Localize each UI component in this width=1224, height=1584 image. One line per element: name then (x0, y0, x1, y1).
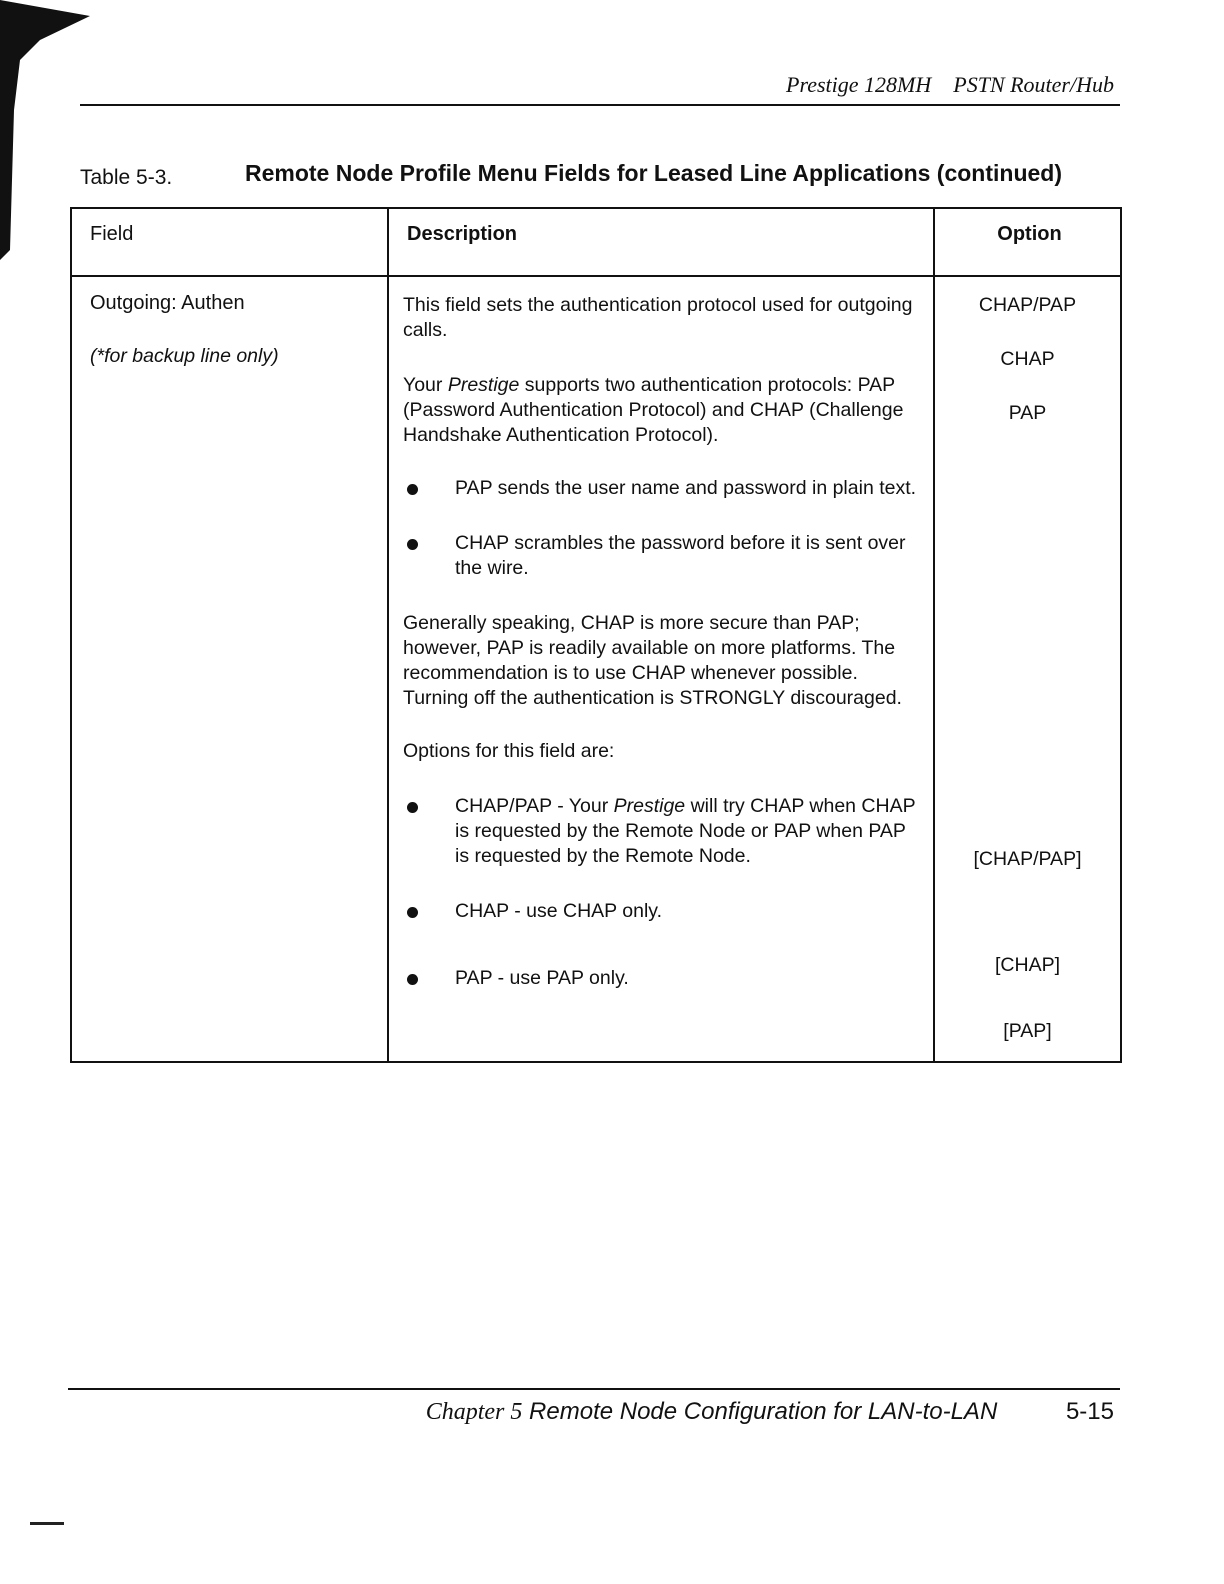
header-product: Prestige 128MH (786, 72, 932, 97)
table-caption (80, 160, 1120, 192)
default-chap-pap: [CHAP/PAP] (973, 848, 1082, 870)
option-chap-pap: CHAP/PAP (978, 294, 1077, 316)
bullet-chap-scramble (403, 531, 921, 581)
default-chap: [CHAP] (994, 954, 1060, 976)
option-bullet-chap (403, 899, 921, 924)
running-header (786, 72, 1114, 98)
desc-protocols-lead: Your (403, 374, 448, 396)
header-field: Field (71, 208, 388, 276)
bullet-dot (407, 974, 418, 985)
bullet-dot (407, 802, 418, 813)
desc-general: Generally speaking, CHAP is more secure than PAP; however, PAP is readily available on more platforms. The recommendation is to use CHAP whenever possible. Turning off the authentication is STRONGLY discouraged. (403, 612, 902, 709)
field-note: (*for backup line only) (90, 345, 279, 367)
footer-rule (68, 1388, 1120, 1390)
option-chap: CHAP (1000, 348, 1055, 370)
bullet-dot (407, 484, 418, 495)
bullet-text: CHAP scrambles the password before it is sent over the wire. (455, 532, 906, 579)
footer-chapter: Chapter 5 (425, 1399, 523, 1425)
field-name: Outgoing: Authen (90, 292, 245, 314)
default-pap: [PAP] (1003, 1020, 1052, 1042)
desc-intro: This field sets the authentication protocol used for outgoing calls. (403, 294, 913, 341)
option-bullet-pap (403, 966, 921, 991)
desc-protocols (403, 373, 921, 448)
bullet-text: CHAP - use CHAP only. (455, 900, 662, 922)
field-cell (71, 276, 388, 1062)
option-cell (934, 276, 1121, 1062)
table-header-row (71, 208, 1121, 276)
desc-protocols-product: Prestige (447, 374, 520, 396)
footer-chapter-title: Remote Node Configuration for LAN-to-LAN (529, 1398, 998, 1425)
bullet-text-rest: will try CHAP when CHAP is requested by the Remote Node or PAP when PAP is requested by the Remote Node. (455, 795, 916, 867)
header-option: Option (934, 208, 1121, 276)
bullet-text: PAP - use PAP only. (455, 967, 629, 989)
bullet-pap-plain (403, 476, 921, 501)
desc-protocols-rest: supports two authentication protocols: PAP (Password Authentication Protocol) and CHAP (Challenge Handshake Authentication Protocol). (403, 374, 904, 446)
fields-table (70, 207, 1122, 1063)
description-cell (388, 276, 934, 1062)
bullet-text: PAP sends the user name and password in plain text. (455, 477, 917, 499)
table-title: Remote Node Profile Menu Fields for Leased Line Applications (continued) (245, 160, 1063, 186)
bullet-text: CHAP/PAP - Your (455, 795, 614, 817)
header-rule (80, 104, 1120, 106)
header-subtitle: PSTN Router/Hub (953, 72, 1114, 97)
bullet-dot (407, 539, 418, 550)
scan-mark (30, 1522, 64, 1525)
option-bullet-chap-pap (403, 794, 921, 869)
desc-options-intro: Options for this field are: (403, 740, 615, 762)
page-number: 5-15 (1065, 1398, 1114, 1425)
option-pap: PAP (1008, 402, 1047, 424)
bullet-dot (407, 907, 418, 918)
bullet-product: Prestige (613, 795, 686, 817)
header-description: Description (388, 208, 934, 276)
table-label: Table 5-3. (80, 166, 173, 189)
page-footer (426, 1398, 1114, 1426)
table-row (71, 276, 1121, 1062)
